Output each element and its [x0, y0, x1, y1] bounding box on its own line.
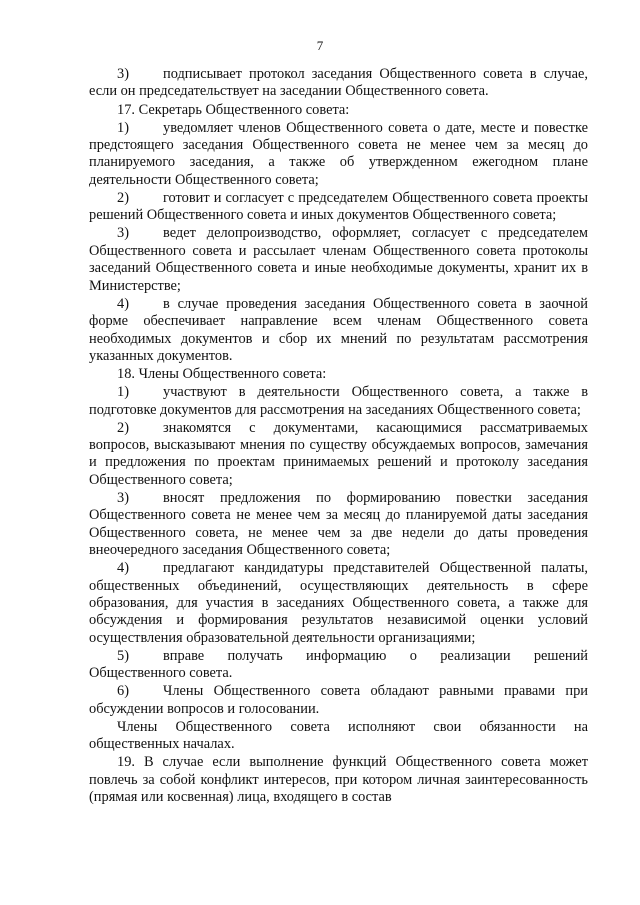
paragraph-18-note	[89, 719, 588, 754]
paragraph-18-1	[89, 384, 588, 419]
paragraph-text: 17. Секретарь Общественного совета:	[117, 101, 350, 118]
paragraph-17-2	[89, 190, 588, 225]
paragraph-text: в случае проведения заседания Общественного совета в заочной форме обеспечивает направление всем членам Общественного совета необходимых документов и сбор их мнений по результатам рассмотрения указанных документов.	[89, 295, 588, 364]
item-number: 3)	[117, 66, 129, 82]
paragraph-text: участвуют в деятельности Общественного совета, а также в подготовке документов для рассмотрения на заседаниях Общественного совета;	[89, 384, 588, 418]
paragraph-17-3	[89, 225, 588, 295]
paragraph-18-2	[89, 420, 588, 490]
section-17-heading	[89, 102, 588, 119]
item-number: 6)	[117, 683, 129, 700]
paragraph-text: уведомляет членов Общественного совета о дате, месте и повестке предстоящего заседания Общественного совета не менее чем за месяц до планируемого заседания, а также об утвержденном ежегодном плане деятельности Общественного совета;	[89, 119, 588, 188]
paragraph-19	[89, 754, 588, 806]
paragraph-18-5	[89, 648, 588, 683]
item-number: 1)	[117, 119, 129, 136]
item-number: 2)	[117, 419, 129, 436]
paragraph-18-4	[89, 560, 588, 647]
item-number: 5)	[117, 647, 129, 664]
paragraph-text: вправе получать информацию о реализации решений Общественного совета.	[89, 647, 588, 682]
paragraph-18-3	[89, 490, 588, 560]
paragraph-text: 18. Члены Общественного совета:	[117, 366, 327, 383]
paragraph-text: вносят предложения по формированию повестки заседания Общественного совета не менее чем за месяц до планируемой даты заседания Общественного совета, не менее чем за две недели до даты проведения внеочередного заседания Общественного совета;	[89, 489, 588, 559]
page-number: 7	[316, 38, 324, 53]
paragraph-17-1	[89, 120, 588, 190]
item-number: 4)	[117, 560, 129, 577]
paragraph-text: готовит и согласует с председателем Общественного совета проекты решений Общественного совета и иных документов Общественного совета;	[89, 189, 588, 224]
document-body	[89, 66, 588, 807]
paragraph-text: Члены Общественного совета исполняют свои обязанности на общественных началах.	[89, 718, 588, 753]
section-18-heading	[89, 366, 588, 383]
paragraph-16-3	[89, 66, 588, 101]
item-number: 3)	[117, 225, 129, 242]
item-number: 4)	[117, 295, 129, 312]
paragraph-text: подписывает протокол заседания Общественного совета в случае, если он председательствует на заседании Общественного совета.	[89, 66, 588, 100]
paragraph-text: знакомятся с документами, касающимися рассматриваемых вопросов, высказывают мнения по существу обсуждаемых вопросов, замечания и предложения по проектам принимаемых решений и протоколу заседания Общественного совета;	[89, 419, 588, 488]
paragraph-text: Члены Общественного совета обладают равными правами при обсуждении вопросов и голосовании.	[89, 683, 588, 717]
paragraph-17-4	[89, 296, 588, 366]
paragraph-text: ведет делопроизводство, оформляет, согласует с председателем Общественного совета и рассылает членам Общественного совета протоколы заседаний Общественного совета и иные необходимые документы, хранит их в Министерстве;	[89, 225, 588, 294]
paragraph-text: 19. В случае если выполнение функций Общественного совета может повлечь за собой конфликт интересов, при котором личная заинтересованность (прямая или косвенная) лица, входящего в состав	[89, 754, 588, 806]
paragraph-text: предлагают кандидатуры представителей Общественной палаты, общественных объединений, осуществляющих деятельность в сфере образования, для участия в заседаниях Общественного совета, а также для обсуждения и формирования результатов независимой оценки условий осуществления образовательной деятельности организациями;	[89, 560, 588, 646]
paragraph-18-6	[89, 683, 588, 718]
item-number: 2)	[117, 189, 129, 206]
item-number: 1)	[117, 384, 129, 401]
item-number: 3)	[117, 489, 129, 506]
